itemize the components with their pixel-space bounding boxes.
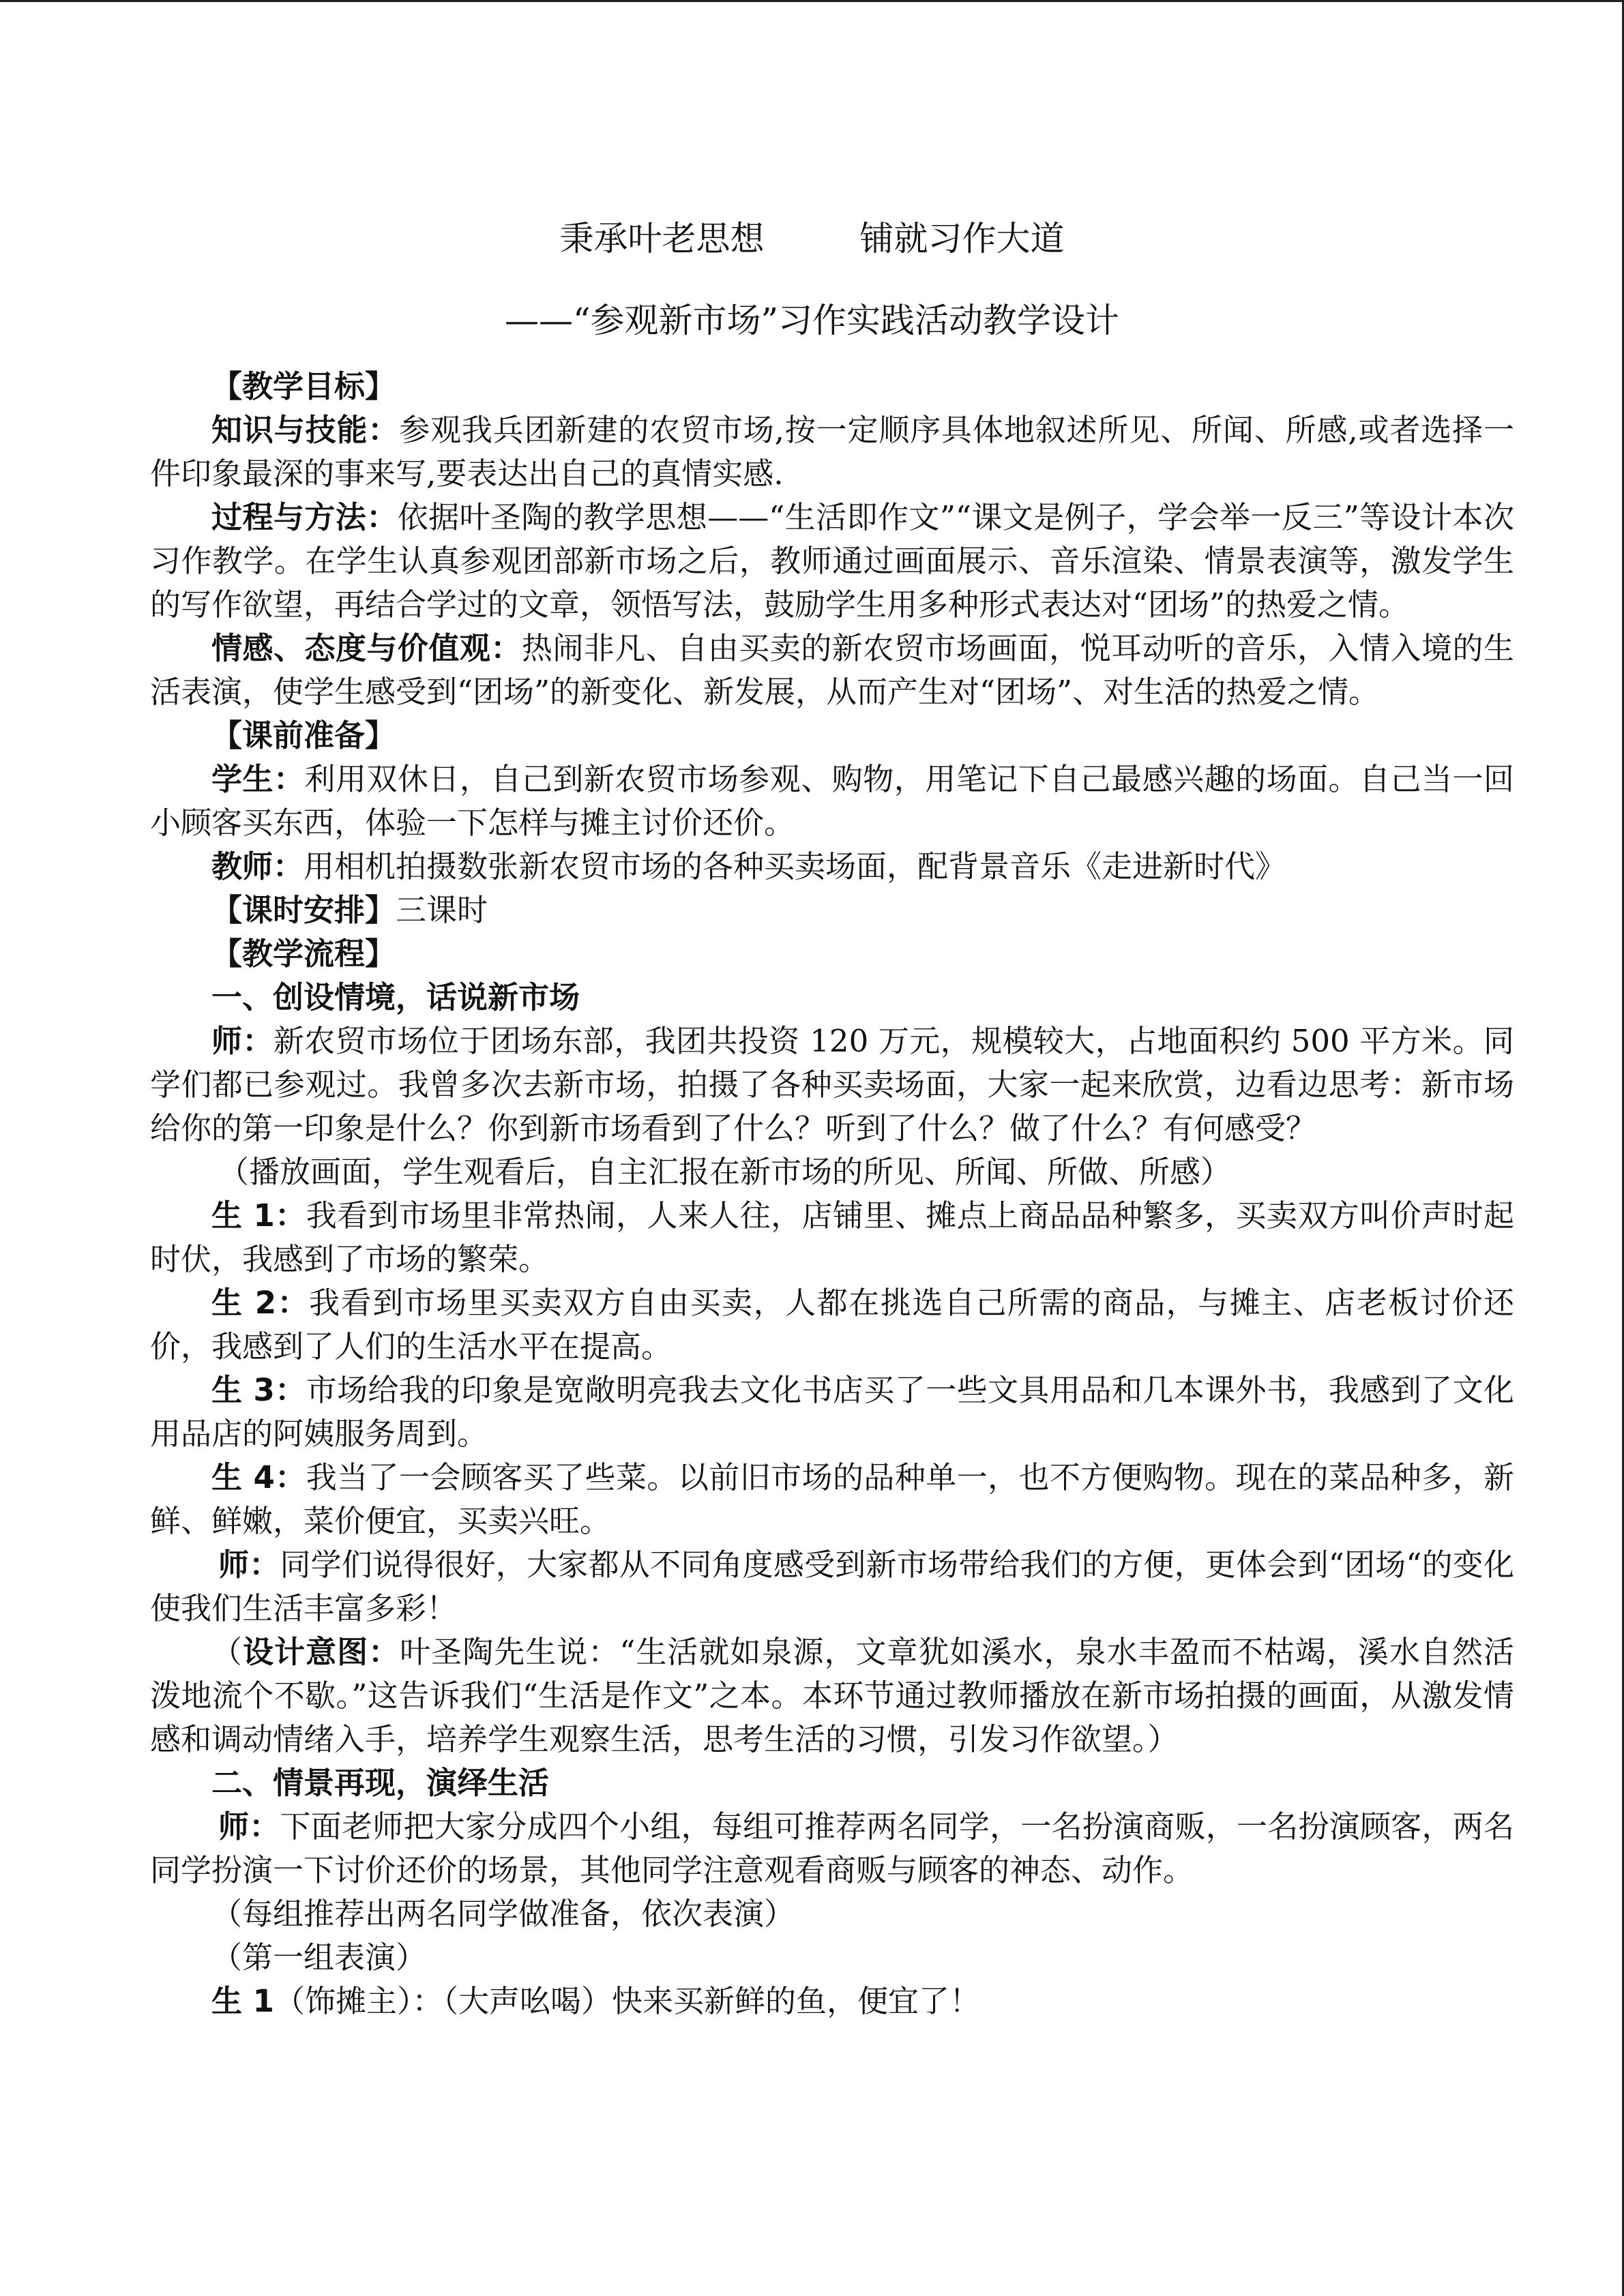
s1-note: （播放画面，学生观看后，自主汇报在新市场的所见、所闻、所做、所感）	[218, 1154, 1232, 1190]
document-body	[150, 365, 1514, 2023]
s1-student1-paragraph	[150, 1194, 1514, 1281]
s1-student1-label: 生 1：	[211, 1197, 306, 1234]
student-prep-label: 学生：	[211, 761, 305, 797]
goals-heading: 【教学目标】	[211, 368, 396, 404]
s1-teacher-paragraph	[150, 1019, 1514, 1150]
teacher-prep-text: 用相机拍摄数张新农贸市场的各种买卖场面，配背景音乐《走进新时代》	[304, 848, 1286, 884]
s1-teacher2-label: 师：	[218, 1547, 280, 1583]
s2-student1-label: 生 1	[211, 1983, 274, 2019]
knowledge-text: 参观我兵团新建的农贸市场,按一定顺序具体地叙述所见、所闻、所感,或者选择一件印象最深的事来写,要表达出自己的真情实感.	[150, 412, 1514, 492]
s1-student3-paragraph	[150, 1369, 1514, 1456]
design-intent-label: 设计意图：	[243, 1634, 400, 1670]
s1-student4-text: 我当了一会顾客买了些菜。以前旧市场的品种单一，也不方便购物。现在的菜品种多，新鲜、鲜嫩，菜价便宜，买卖兴旺。	[150, 1459, 1514, 1539]
knowledge-paragraph	[150, 408, 1514, 496]
student-prep-paragraph	[150, 758, 1514, 845]
section1-heading: 一、创设情境，话说新市场	[211, 979, 580, 1015]
process-label: 过程与方法：	[211, 499, 398, 535]
design-intent-paragraph	[150, 1630, 1514, 1761]
s2-student1-text: （饰摊主）：（大声吆喝）快来买新鲜的鱼，便宜了！	[274, 1983, 980, 2019]
main-title-left: 秉承叶老思想	[559, 219, 765, 258]
teacher-prep-label: 教师：	[211, 848, 304, 884]
s2-note2: （第一组表演）	[211, 1939, 427, 1976]
s1-student4-label: 生 4：	[211, 1459, 306, 1495]
s1-teacher2-paragraph	[150, 1543, 1514, 1630]
knowledge-label: 知识与技能：	[211, 412, 400, 448]
s2-teacher-label: 师：	[218, 1808, 280, 1845]
student-prep-text: 利用双休日，自己到新农贸市场参观、购物，用笔记下自己最感兴趣的场面。自己当一回小顾客买东西，体验一下怎样与摊主讨价还价。	[150, 761, 1514, 841]
s1-student2-label: 生 2：	[211, 1285, 310, 1321]
s1-student2-text: 我看到市场里买卖双方自由买卖，人都在挑选自己所需的商品，与摊主、店老板讨价还价，我感到了人们的生活水平在提高。	[150, 1285, 1514, 1365]
emotion-text: 热闹非凡、自由买卖的新农贸市场画面，悦耳动听的音乐，入情入境的生活表演，使学生感受到“团场”的新变化、新发展，从而产生对“团场”、对生活的热爱之情。	[150, 630, 1514, 710]
s1-student1-text: 我看到市场里非常热闹，人来人往，店铺里、摊点上商品品种繁多，买卖双方叫价声时起时伏，我感到了市场的繁荣。	[150, 1197, 1514, 1277]
section2-heading: 二、情景再现，演绎生活	[211, 1765, 550, 1801]
s2-student1-paragraph	[150, 1980, 1514, 2023]
design-intent-text: 叶圣陶先生说：“生活就如泉源，文章犹如溪水，泉水丰盈而不枯竭，溪水自然活泼地流个不歇。”这告诉我们“生活是作文”之本。本环节通过教师播放在新市场拍摄的画面，从激发情感和调动情绪入手，培养学生观察生活，思考生活的习惯，引发习作欲望。）	[150, 1634, 1514, 1757]
s1-student2-paragraph	[150, 1281, 1514, 1369]
schedule-paragraph	[150, 889, 1514, 932]
page-border-top	[0, 0, 1624, 2]
s2-teacher-text: 下面老师把大家分成四个小组，每组可推荐两名同学，一名扮演商贩，一名扮演顾客，两名同学扮演一下讨价还价的场景，其他同学注意观看商贩与顾客的神态、动作。	[150, 1808, 1514, 1888]
schedule-text: 三课时	[396, 892, 488, 928]
teacher-prep-paragraph	[150, 845, 1514, 889]
prep-heading: 【课前准备】	[211, 717, 396, 754]
s1-student3-label: 生 3：	[211, 1372, 306, 1408]
s1-teacher2-text: 同学们说得很好，大家都从不同角度感受到新市场带给我们的方便，更体会到“团场“的变化使我们生活丰富多彩！	[150, 1547, 1514, 1626]
flow-heading: 【教学流程】	[211, 936, 396, 972]
main-title	[0, 215, 1624, 263]
s1-teacher-label: 师：	[211, 1023, 274, 1059]
s2-teacher-paragraph	[150, 1805, 1514, 1892]
emotion-label: 情感、态度与价值观：	[211, 630, 522, 666]
main-title-right: 铺就习作大道	[859, 219, 1065, 258]
design-intent-open: （	[211, 1634, 243, 1670]
s1-student4-paragraph	[150, 1456, 1514, 1543]
s1-teacher-text: 新农贸市场位于团场东部，我团共投资 120 万元，规模较大，占地面积约 500 平方米。同学们都已参观过。我曾多次去新市场，拍摄了各种买卖场面，大家一起来欣赏，边看边思考：新市场给你的第一印象是什么？你到新市场看到了什么？听到了什么？做了什么？有何感受？	[150, 1023, 1514, 1146]
emotion-paragraph	[150, 627, 1514, 714]
s1-student3-text: 市场给我的印象是宽敞明亮我去文化书店买了一些文具用品和几本课外书，我感到了文化用品店的阿姨服务周到。	[150, 1372, 1514, 1452]
process-text: 依据叶圣陶的教学思想——“生活即作文”“课文是例子，学会举一反三”等设计本次习作教学。在学生认真参观团部新市场之后，教师通过画面展示、音乐渲染、情景表演等，激发学生的写作欲望，再结合学过的文章，领悟写法，鼓励学生用多种形式表达对“团场”的热爱之情。	[150, 499, 1514, 623]
subtitle: ——“参观新市场”习作实践活动教学设计	[504, 301, 1120, 340]
schedule-label: 【课时安排】	[211, 892, 396, 928]
process-paragraph	[150, 496, 1514, 627]
s2-note1: （每组推荐出两名同学做准备，依次表演）	[211, 1896, 795, 1932]
